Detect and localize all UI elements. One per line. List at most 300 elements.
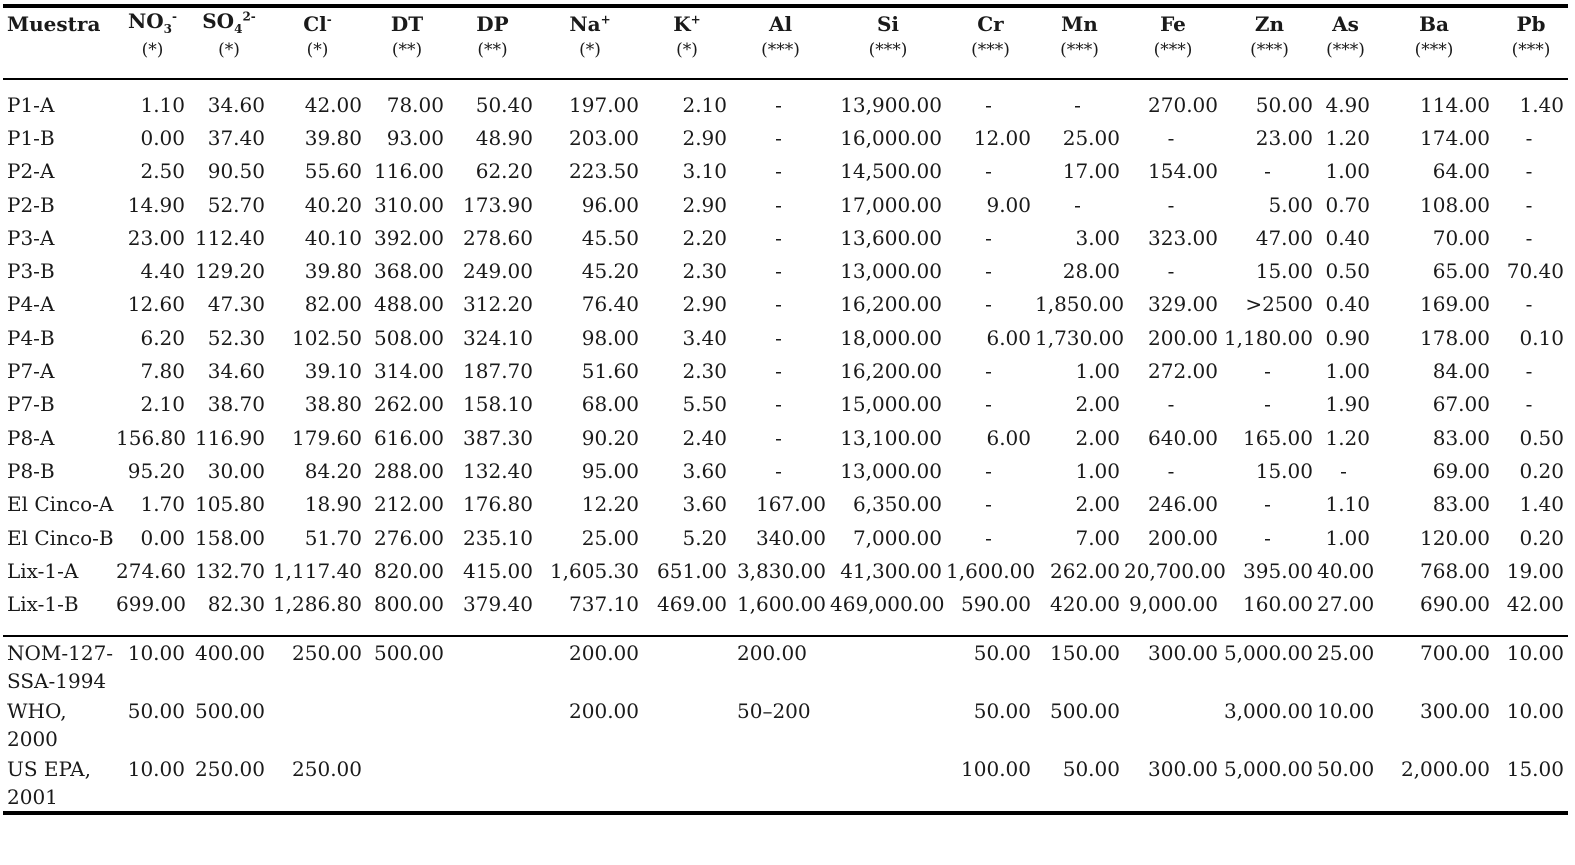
table-cell: 38.70 (207, 392, 265, 417)
column-unit: (*) (306, 40, 329, 60)
table-cell: 1,600.00 (946, 558, 1036, 583)
table-cell: 50.40 (475, 92, 533, 117)
table-cell: - (1264, 492, 1271, 517)
table-cell: 690.00 (1420, 592, 1490, 617)
table-cell: 158.10 (463, 392, 533, 417)
table-cell: 9,000.00 (1128, 592, 1218, 617)
standard-limit: 250.00 (195, 756, 265, 781)
table-cell: 17,000.00 (840, 192, 942, 217)
table-cell: 2.00 (1075, 492, 1120, 517)
table-cell: 95.00 (581, 458, 639, 483)
table-cell: 1,117.40 (272, 558, 362, 583)
table-cell: - (1264, 525, 1271, 550)
column-label: Cr (977, 12, 1004, 36)
table-cell: 187.70 (463, 359, 533, 384)
table-cell: 1.40 (1519, 92, 1564, 117)
table-cell: 0.00 (140, 125, 185, 150)
table-cell: 324.10 (463, 325, 533, 350)
table-cell: - (985, 392, 992, 417)
table-cell: 40.00 (1317, 558, 1375, 583)
standard-limit: 150.00 (1050, 640, 1120, 665)
column-header-k (643, 8, 731, 36)
table-cell: 167.00 (756, 492, 826, 517)
column-unit: (***) (1326, 40, 1365, 60)
column-header-muestra (3, 8, 116, 36)
standard-limit: 10.00 (1506, 640, 1564, 665)
table-cell: 83.00 (1432, 425, 1490, 450)
table-cell: 616.00 (374, 425, 444, 450)
column-unit: (**) (477, 40, 508, 60)
table-cell: 93.00 (386, 125, 444, 150)
table-cell: - (775, 359, 782, 384)
table-row (3, 221, 1568, 254)
table-cell: 96.00 (581, 192, 639, 217)
table-cell: 45.50 (581, 225, 639, 250)
standard-limit: 50.00 (127, 698, 185, 723)
table-cell: 395.00 (1243, 558, 1313, 583)
column-label: As (1332, 12, 1359, 36)
table-cell: 165.00 (1243, 425, 1313, 450)
table-cell: 98.00 (581, 325, 639, 350)
table-cell: 469,000.00 (830, 592, 945, 617)
standard-limit: 15.00 (1506, 756, 1564, 781)
column-unit: (***) (1250, 40, 1289, 60)
table-cell: 2.00 (1075, 425, 1120, 450)
standard-name (3, 695, 116, 753)
table-cell: 262.00 (374, 392, 444, 417)
table-cell: - (1525, 159, 1533, 184)
table-cell: - (775, 92, 782, 117)
table-cell: 82.00 (304, 292, 362, 317)
standard-limit: 300.00 (1148, 756, 1218, 781)
table-cell: 30.00 (207, 458, 265, 483)
table-cell: 12.60 (127, 292, 185, 317)
table-cell: 0.90 (1325, 325, 1370, 350)
standard-limit: 200.00 (737, 640, 807, 665)
standard-limit: 100.00 (961, 756, 1031, 781)
table-cell: 108.00 (1420, 192, 1490, 217)
column-unit: (*) (141, 40, 164, 60)
table-cell: - (1074, 92, 1081, 117)
table-cell: 6.00 (986, 325, 1031, 350)
table-cell: 9.00 (986, 192, 1031, 217)
table-cell: 200.00 (1148, 525, 1218, 550)
table-cell: 114.00 (1420, 92, 1490, 117)
table-cell: 55.60 (304, 159, 362, 184)
table-cell: 6.20 (140, 325, 185, 350)
table-cell: 25.00 (581, 525, 639, 550)
header-labels-row (3, 8, 1568, 36)
table-cell: 179.60 (292, 425, 362, 450)
standard-limit: 500.00 (374, 640, 444, 665)
table-cell: 651.00 (657, 558, 727, 583)
column-label: Al (768, 12, 793, 36)
table-cell: 0.20 (1519, 458, 1564, 483)
table-cell: 48.90 (475, 125, 533, 150)
table-cell: 102.50 (292, 325, 362, 350)
standard-limit: 300.00 (1420, 698, 1490, 723)
table-cell: 52.70 (207, 192, 265, 217)
table-cell: 2.50 (140, 159, 185, 184)
column-header-pb (1494, 8, 1568, 36)
standard-name-line-1: NOM-127- (7, 640, 114, 665)
standard-name-line-2: SSA-1994 (7, 668, 107, 693)
table-cell: 112.40 (195, 225, 265, 250)
standard-limit: 10.00 (1506, 698, 1564, 723)
standard-limit: 50.00 (1317, 756, 1375, 781)
column-label: SO (202, 9, 235, 33)
column-label-superscript: + (690, 12, 701, 27)
standard-limit (830, 753, 946, 811)
table-cell: 13,000.00 (840, 259, 942, 284)
table-cell: 23.00 (127, 225, 185, 250)
table-cell: - (1167, 192, 1175, 217)
column-unit: (***) (868, 40, 908, 60)
standard-limit (643, 753, 731, 811)
standard-limit (366, 695, 448, 753)
table-cell: 41,300.00 (840, 558, 942, 583)
table-cell: 590.00 (961, 592, 1031, 617)
standard-limit (643, 637, 731, 695)
table-cell: 15.00 (1255, 259, 1313, 284)
standard-name-line-2: 2001 (7, 784, 58, 809)
standard-name (3, 637, 116, 695)
table-row (3, 121, 1568, 154)
table-cell: 50.00 (1255, 92, 1313, 117)
table-row (3, 254, 1568, 287)
column-unit: (***) (1060, 40, 1099, 60)
table-cell: 2.20 (682, 225, 727, 250)
table-cell: 276.00 (374, 525, 444, 550)
table-cell: 312.20 (463, 292, 533, 317)
table-cell: 1.90 (1325, 392, 1370, 417)
table-cell: 84.00 (1432, 359, 1490, 384)
table-cell: 314.00 (374, 359, 444, 384)
table-cell: 737.10 (569, 592, 639, 617)
sample-name: P2-B (7, 192, 55, 217)
sample-name: P4-B (7, 325, 55, 350)
table-cell: 20,700.00 (1124, 558, 1226, 583)
column-label: Si (876, 12, 900, 36)
standard-limit: 2,000.00 (1400, 756, 1490, 781)
table-cell: 415.00 (463, 558, 533, 583)
table-cell: 488.00 (374, 292, 444, 317)
column-label: Ba (1419, 12, 1449, 36)
table-cell: 84.20 (304, 458, 362, 483)
table-cell: 95.20 (127, 458, 185, 483)
table-cell: 17.00 (1062, 159, 1120, 184)
standard-limit (731, 753, 830, 811)
table-cell: 420.00 (1050, 592, 1120, 617)
table-cell: 132.40 (463, 458, 533, 483)
table-cell: 19.00 (1506, 558, 1564, 583)
table-cell: 469.00 (657, 592, 727, 617)
table-cell: 51.60 (581, 359, 639, 384)
table-cell: 288.00 (374, 458, 444, 483)
column-unit: (*) (579, 40, 601, 60)
table-cell: 82.30 (207, 592, 265, 617)
column-label: NO (127, 9, 164, 33)
table-cell: - (985, 525, 992, 550)
table-cell: 28.00 (1062, 259, 1120, 284)
standard-limit (1124, 695, 1222, 753)
table-row (3, 288, 1568, 321)
table-cell: 197.00 (569, 92, 639, 117)
table-cell: 2.10 (140, 392, 185, 417)
table-row (3, 488, 1568, 521)
standard-limit: 700.00 (1420, 640, 1490, 665)
standard-limit: 200.00 (569, 640, 639, 665)
table-cell: 7.00 (1075, 525, 1120, 550)
column-unit: (*) (676, 40, 698, 60)
table-cell: 278.60 (463, 225, 533, 250)
table-cell: 0.20 (1519, 525, 1564, 550)
table-cell: 1.20 (1325, 125, 1370, 150)
table-cell: 7.80 (140, 359, 185, 384)
standard-limit (366, 753, 448, 811)
table-cell: 18,000.00 (840, 325, 942, 350)
column-unit: (***) (1511, 40, 1551, 60)
table-cell: 6.00 (986, 425, 1031, 450)
column-unit: (*) (218, 40, 240, 60)
sample-name: P7-A (7, 359, 55, 384)
standard-name-line-1: WHO, (7, 698, 67, 723)
table-cell: - (985, 292, 992, 317)
table-cell: - (775, 292, 782, 317)
column-unit: (**) (391, 40, 423, 60)
standard-limit (643, 695, 731, 753)
table-cell: 12.00 (973, 125, 1031, 150)
bottom-rule (3, 811, 1568, 815)
table-cell: 200.00 (1148, 325, 1218, 350)
standard-limit: 50–200 (737, 698, 811, 723)
sample-name: Lix-1-A (7, 558, 79, 583)
table-cell: 1,605.30 (549, 558, 639, 583)
table-cell: 1.00 (1075, 359, 1120, 384)
column-header-dt (366, 8, 448, 36)
table-cell: 768.00 (1420, 558, 1490, 583)
table-cell: 1.20 (1325, 425, 1370, 450)
table-cell: - (775, 259, 782, 284)
standard-limit: 3,000.00 (1223, 698, 1313, 723)
table-cell: - (775, 225, 782, 250)
standard-name (3, 753, 116, 811)
standard-limit: 250.00 (292, 640, 362, 665)
standard-limit: 50.00 (973, 640, 1031, 665)
table-cell: 34.60 (207, 92, 265, 117)
column-label: DP (476, 12, 509, 36)
table-cell: 392.00 (374, 225, 444, 250)
sample-name: Lix-1-B (7, 592, 79, 617)
table-row (3, 321, 1568, 354)
table-cell: 70.00 (1432, 225, 1490, 250)
table-cell: 37.40 (207, 125, 265, 150)
table-cell: 0.10 (1519, 325, 1564, 350)
table-cell: - (1264, 359, 1271, 384)
table-cell: 212.00 (374, 492, 444, 517)
table-cell: 2.90 (682, 292, 727, 317)
table-cell: 223.50 (569, 159, 639, 184)
table-cell: - (1525, 359, 1533, 384)
standard-limit (448, 637, 537, 695)
table-cell: 262.00 (1050, 558, 1120, 583)
column-header-na (537, 8, 643, 36)
column-header-dp (448, 8, 537, 36)
standard-row (3, 753, 1568, 811)
table-cell: - (985, 359, 992, 384)
table-cell: 156.80 (116, 425, 186, 450)
table-cell: 39.10 (304, 359, 362, 384)
standard-limit: 50.00 (973, 698, 1031, 723)
table-cell: 23.00 (1255, 125, 1313, 150)
column-label: Cl (303, 12, 327, 36)
table-cell: 158.00 (195, 525, 265, 550)
standard-limit (830, 695, 946, 753)
table-cell: 1.00 (1325, 159, 1370, 184)
table-cell: 0.50 (1325, 259, 1370, 284)
standard-name-line-1: US EPA, (7, 756, 91, 781)
table-cell: 1,850.00 (1035, 292, 1125, 317)
table-cell: 116.00 (374, 159, 444, 184)
table-cell: - (775, 125, 782, 150)
table-cell: 310.00 (374, 192, 444, 217)
standard-limit (537, 753, 643, 811)
table-cell: - (1167, 125, 1175, 150)
table-cell: 176.80 (463, 492, 533, 517)
table-cell: 3,830.00 (736, 558, 826, 583)
table-cell: 27.00 (1317, 592, 1375, 617)
table-cell: - (775, 425, 782, 450)
standard-rows (3, 637, 1568, 811)
table-cell: 235.10 (463, 525, 533, 550)
table-row (3, 188, 1568, 221)
table-cell: 508.00 (374, 325, 444, 350)
table-cell: 7,000.00 (852, 525, 942, 550)
standard-limit: 500.00 (195, 698, 265, 723)
table-cell: 14,500.00 (840, 159, 942, 184)
table-cell: 13,100.00 (840, 425, 942, 450)
table-cell: 4.40 (140, 259, 185, 284)
table-cell: 246.00 (1148, 492, 1218, 517)
table-row (3, 454, 1568, 487)
table-cell: - (1167, 392, 1175, 417)
table-cell: 90.50 (207, 159, 265, 184)
column-label: Na (569, 12, 601, 36)
table-cell: 38.80 (304, 392, 362, 417)
table-cell: - (1525, 125, 1533, 150)
table-cell: 90.20 (581, 425, 639, 450)
table-cell: 64.00 (1432, 159, 1490, 184)
sample-name: P8-A (7, 425, 55, 450)
column-label-superscript: - (172, 9, 178, 24)
table-cell: 40.10 (304, 225, 362, 250)
table-cell: 70.40 (1506, 259, 1564, 284)
table-cell: - (775, 159, 782, 184)
table-cell: - (985, 458, 992, 483)
table-cell: 69.00 (1432, 458, 1490, 483)
column-unit: (***) (1153, 40, 1193, 60)
table-cell: - (985, 492, 992, 517)
column-header-no (116, 8, 189, 36)
table-cell: - (985, 92, 992, 117)
standard-limit: 50.00 (1062, 756, 1120, 781)
table-cell: 173.90 (463, 192, 533, 217)
table-cell: 34.60 (207, 359, 265, 384)
table-cell: 272.00 (1148, 359, 1218, 384)
standard-row (3, 637, 1568, 695)
table-header (3, 8, 1568, 78)
table-cell: 154.00 (1148, 159, 1218, 184)
table-cell: 249.00 (463, 259, 533, 284)
table-cell: - (775, 458, 782, 483)
table-row (3, 80, 1568, 121)
table-cell: 83.00 (1432, 492, 1490, 517)
table-cell: 0.00 (140, 525, 185, 550)
table-cell: - (985, 225, 992, 250)
standard-limit: 400.00 (195, 640, 265, 665)
standard-limit: 25.00 (1317, 640, 1375, 665)
table-cell: 329.00 (1148, 292, 1218, 317)
table-cell: 129.20 (195, 259, 265, 284)
table-cell: 13,900.00 (840, 92, 942, 117)
column-header-mn (1035, 8, 1124, 36)
table-cell: 1,180.00 (1223, 325, 1313, 350)
standard-name-line-2: 2000 (7, 726, 58, 751)
column-unit: (***) (761, 40, 800, 60)
table-cell: 2.40 (682, 425, 727, 450)
table-row (3, 421, 1568, 454)
table-cell: 323.00 (1148, 225, 1218, 250)
table-cell: 39.80 (304, 259, 362, 284)
table-cell: 0.50 (1519, 425, 1564, 450)
table-cell: 387.30 (463, 425, 533, 450)
sample-name: P3-A (7, 225, 55, 250)
standard-limit: 10.00 (1317, 698, 1375, 723)
standard-limit: 10.00 (127, 756, 185, 781)
table-row (3, 554, 1568, 587)
table-cell: 18.90 (304, 492, 362, 517)
column-header-cr (946, 8, 1035, 36)
table-cell: 1,730.00 (1035, 325, 1125, 350)
table-cell: 42.00 (304, 92, 362, 117)
table-cell: 12.20 (581, 492, 639, 517)
table-cell: 1.40 (1519, 492, 1564, 517)
table-cell: 699.00 (116, 592, 186, 617)
table-cell: 62.20 (475, 159, 533, 184)
column-label: Pb (1516, 12, 1546, 36)
table-cell: 1.00 (1325, 525, 1370, 550)
column-header-cl (269, 8, 366, 36)
column-label-superscript: - (326, 12, 332, 27)
column-label-subscript: 4 (234, 22, 243, 36)
table-cell: 1.00 (1075, 458, 1120, 483)
table-cell: 169.00 (1420, 292, 1490, 317)
table-cell: 2.90 (682, 125, 727, 150)
table-cell: - (1525, 225, 1533, 250)
table-cell: 15,000.00 (840, 392, 942, 417)
standard-limit: 5,000.00 (1223, 756, 1313, 781)
column-label: Muestra (7, 12, 101, 36)
standard-row (3, 695, 1568, 753)
table-cell: - (775, 392, 782, 417)
standard-limit (830, 637, 946, 695)
table-cell: 16,200.00 (840, 292, 942, 317)
table-cell: 1.10 (140, 92, 185, 117)
table-cell: 45.20 (581, 259, 639, 284)
table-cell: 820.00 (374, 558, 444, 583)
sample-name: P4-A (7, 292, 55, 317)
standard-limit (448, 753, 537, 811)
